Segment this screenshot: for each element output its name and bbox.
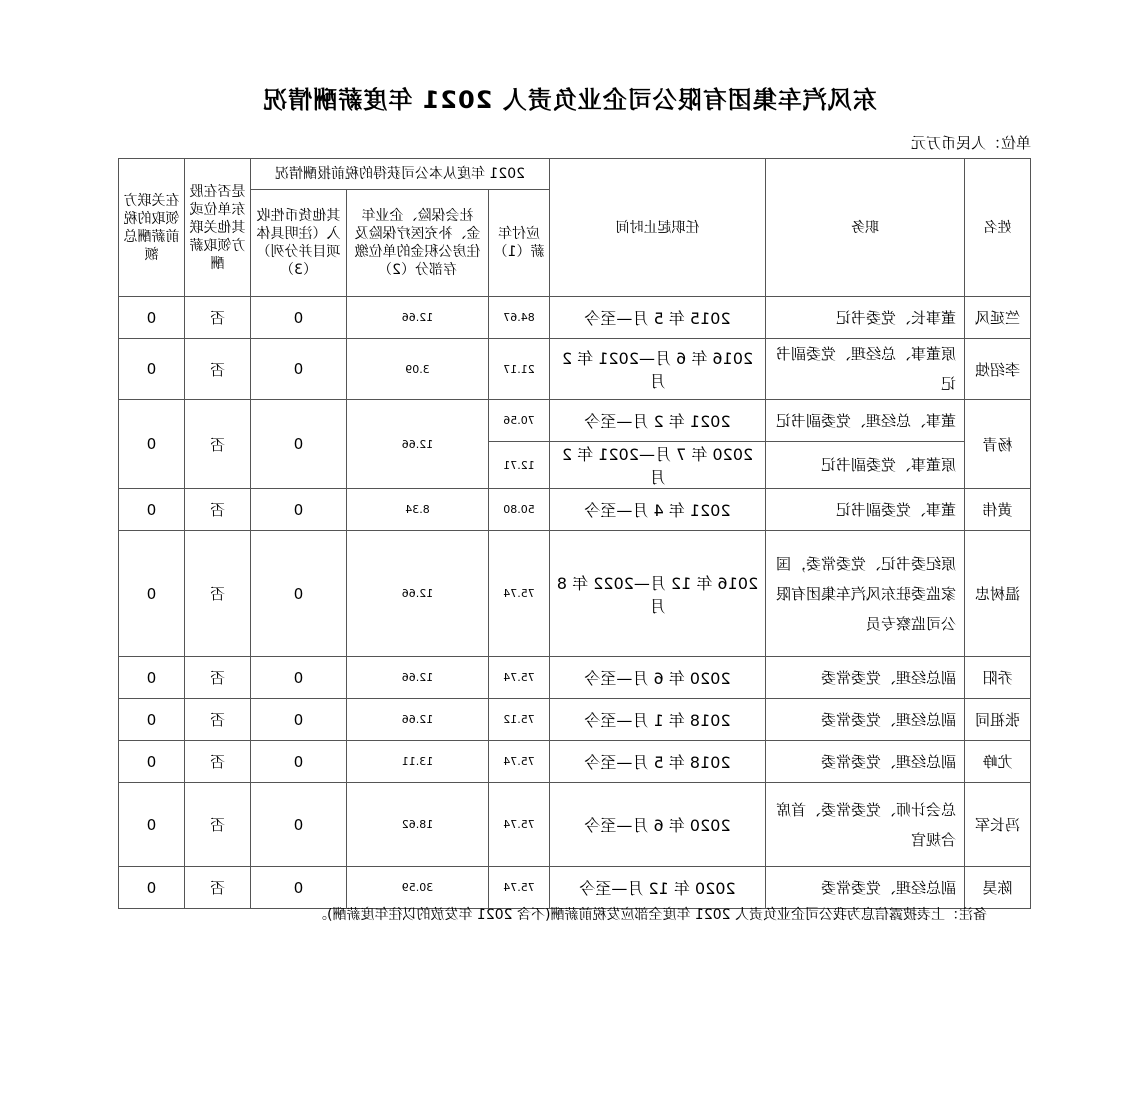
cell-term: 2020 年 7 月—2021 年 2 月	[550, 442, 766, 489]
cell-part-time: 否	[184, 531, 250, 657]
cell-salary: 75.74	[489, 741, 550, 783]
cell-duty: 副总经理、党委常委	[766, 657, 965, 699]
cell-duty: 副总经理、党委常委	[766, 699, 965, 741]
cell-insurance: 8.34	[347, 489, 489, 531]
cell-related-pay: 0	[118, 783, 184, 867]
table-row	[118, 297, 1030, 339]
header-insurance: 社会保险、企业年金、补充医疗保险及住房公积金的单位缴存部分（2）	[347, 190, 489, 297]
cell-term: 2020 年 6 月—至今	[550, 783, 766, 867]
header-duty: 职务	[766, 159, 965, 297]
table-row	[118, 783, 1030, 867]
cell-duty: 董事、总经理、党委副书记	[766, 400, 965, 442]
cell-name: 李绍烛	[965, 339, 1031, 400]
cell-other: 0	[250, 297, 346, 339]
cell-other: 0	[250, 657, 346, 699]
cell-other: 0	[250, 400, 346, 489]
cell-term: 2021 年 4 月—至今	[550, 489, 766, 531]
cell-insurance: 12.66	[347, 531, 489, 657]
cell-insurance: 3.09	[347, 339, 489, 400]
cell-term: 2021 年 2 月—至今	[550, 400, 766, 442]
cell-related-pay: 0	[118, 657, 184, 699]
cell-name: 乔阳	[965, 657, 1031, 699]
cell-duty: 副总经理、党委常委	[766, 867, 965, 909]
table-row	[118, 867, 1030, 909]
header-other: 其他货币性收入（注明具体项目并分列）（3）	[250, 190, 346, 297]
cell-term: 2020 年 6 月—至今	[550, 657, 766, 699]
cell-other: 0	[250, 867, 346, 909]
cell-salary: 50.80	[489, 489, 550, 531]
cell-part-time: 否	[184, 867, 250, 909]
cell-related-pay: 0	[118, 297, 184, 339]
page-title: 东风汽车集团有限公司企业负责人 2021 年度薪酬情况	[262, 86, 877, 114]
cell-name: 杨青	[965, 400, 1031, 489]
header-related-pay: 在关联方领取的税前薪酬总额	[118, 159, 184, 297]
cell-part-time: 否	[184, 297, 250, 339]
unit-label: 单位：人民币万元	[910, 134, 1031, 152]
cell-term: 2016 年 12 月—2022 年 8 月	[550, 531, 766, 657]
cell-other: 0	[250, 531, 346, 657]
table-row	[118, 699, 1030, 741]
cell-term: 2020 年 12 月—至今	[550, 867, 766, 909]
footnote: 备注：上表披露信息为我公司企业负责人 2021 年度全部应发税前薪酬(不含 2021 年发放的以往年度薪酬)。	[313, 907, 987, 923]
cell-name: 陈昊	[965, 867, 1031, 909]
cell-duty: 原董事、党委副书记	[766, 442, 965, 489]
cell-term: 2018 年 1 月—至今	[550, 699, 766, 741]
cell-insurance: 30.59	[347, 867, 489, 909]
cell-part-time: 否	[184, 699, 250, 741]
cell-salary: 75.74	[489, 657, 550, 699]
header-salary: 应付年薪（1）	[489, 190, 550, 297]
cell-salary: 75.74	[489, 783, 550, 867]
cell-salary: 75.74	[489, 531, 550, 657]
cell-name: 温树忠	[965, 531, 1031, 657]
table-row	[118, 339, 1030, 400]
cell-term: 2015 年 5 月—至今	[550, 297, 766, 339]
cell-salary: 75.12	[489, 699, 550, 741]
cell-related-pay: 0	[118, 400, 184, 489]
cell-name: 尤峥	[965, 741, 1031, 783]
cell-insurance: 12.66	[347, 699, 489, 741]
cell-duty: 原董事、总经理、党委副书记	[766, 339, 965, 400]
cell-salary: 21.17	[489, 339, 550, 400]
header-part-time: 是否在股东单位或其他关联方领取薪酬	[184, 159, 250, 297]
cell-related-pay: 0	[118, 531, 184, 657]
cell-name: 竺延风	[965, 297, 1031, 339]
cell-related-pay: 0	[118, 489, 184, 531]
table-row	[118, 531, 1030, 657]
cell-other: 0	[250, 783, 346, 867]
table-row	[118, 741, 1030, 783]
table-row	[118, 489, 1030, 531]
cell-insurance: 18.62	[347, 783, 489, 867]
cell-part-time: 否	[184, 400, 250, 489]
cell-duty: 原纪委书记、党委常委，国家监委驻东风汽车集团有限公司监察专员	[766, 531, 965, 657]
cell-salary: 70.56	[489, 400, 550, 442]
table-row	[118, 400, 1030, 442]
cell-name: 冯长军	[965, 783, 1031, 867]
table-row	[118, 657, 1030, 699]
cell-term: 2016 年 6 月—2021 年 2 月	[550, 339, 766, 400]
cell-insurance: 12.66	[347, 657, 489, 699]
cell-related-pay: 0	[118, 699, 184, 741]
cell-duty: 董事长、党委书记	[766, 297, 965, 339]
cell-part-time: 否	[184, 339, 250, 400]
cell-salary: 84.67	[489, 297, 550, 339]
cell-part-time: 否	[184, 657, 250, 699]
cell-other: 0	[250, 489, 346, 531]
cell-salary: 12.71	[489, 442, 550, 489]
cell-duty: 总会计师、党委常委、首席合规官	[766, 783, 965, 867]
cell-part-time: 否	[184, 489, 250, 531]
cell-insurance: 13.11	[347, 741, 489, 783]
cell-other: 0	[250, 339, 346, 400]
cell-insurance: 12.66	[347, 400, 489, 489]
cell-name: 黄伟	[965, 489, 1031, 531]
cell-related-pay: 0	[118, 339, 184, 400]
cell-salary: 75.74	[489, 867, 550, 909]
header-compensation-group: 2021 年度从本公司获得的税前报酬情况	[250, 159, 549, 190]
cell-other: 0	[250, 699, 346, 741]
cell-duty: 副总经理、党委常委	[766, 741, 965, 783]
cell-part-time: 否	[184, 783, 250, 867]
cell-term: 2018 年 5 月—至今	[550, 741, 766, 783]
header-name: 姓名	[965, 159, 1031, 297]
cell-other: 0	[250, 741, 346, 783]
cell-name: 张祖同	[965, 699, 1031, 741]
cell-part-time: 否	[184, 741, 250, 783]
cell-insurance: 12.66	[347, 297, 489, 339]
cell-duty: 董事、党委副书记	[766, 489, 965, 531]
salary-table	[118, 158, 1031, 909]
cell-related-pay: 0	[118, 867, 184, 909]
header-term: 任职起止时间	[550, 159, 766, 297]
cell-related-pay: 0	[118, 741, 184, 783]
